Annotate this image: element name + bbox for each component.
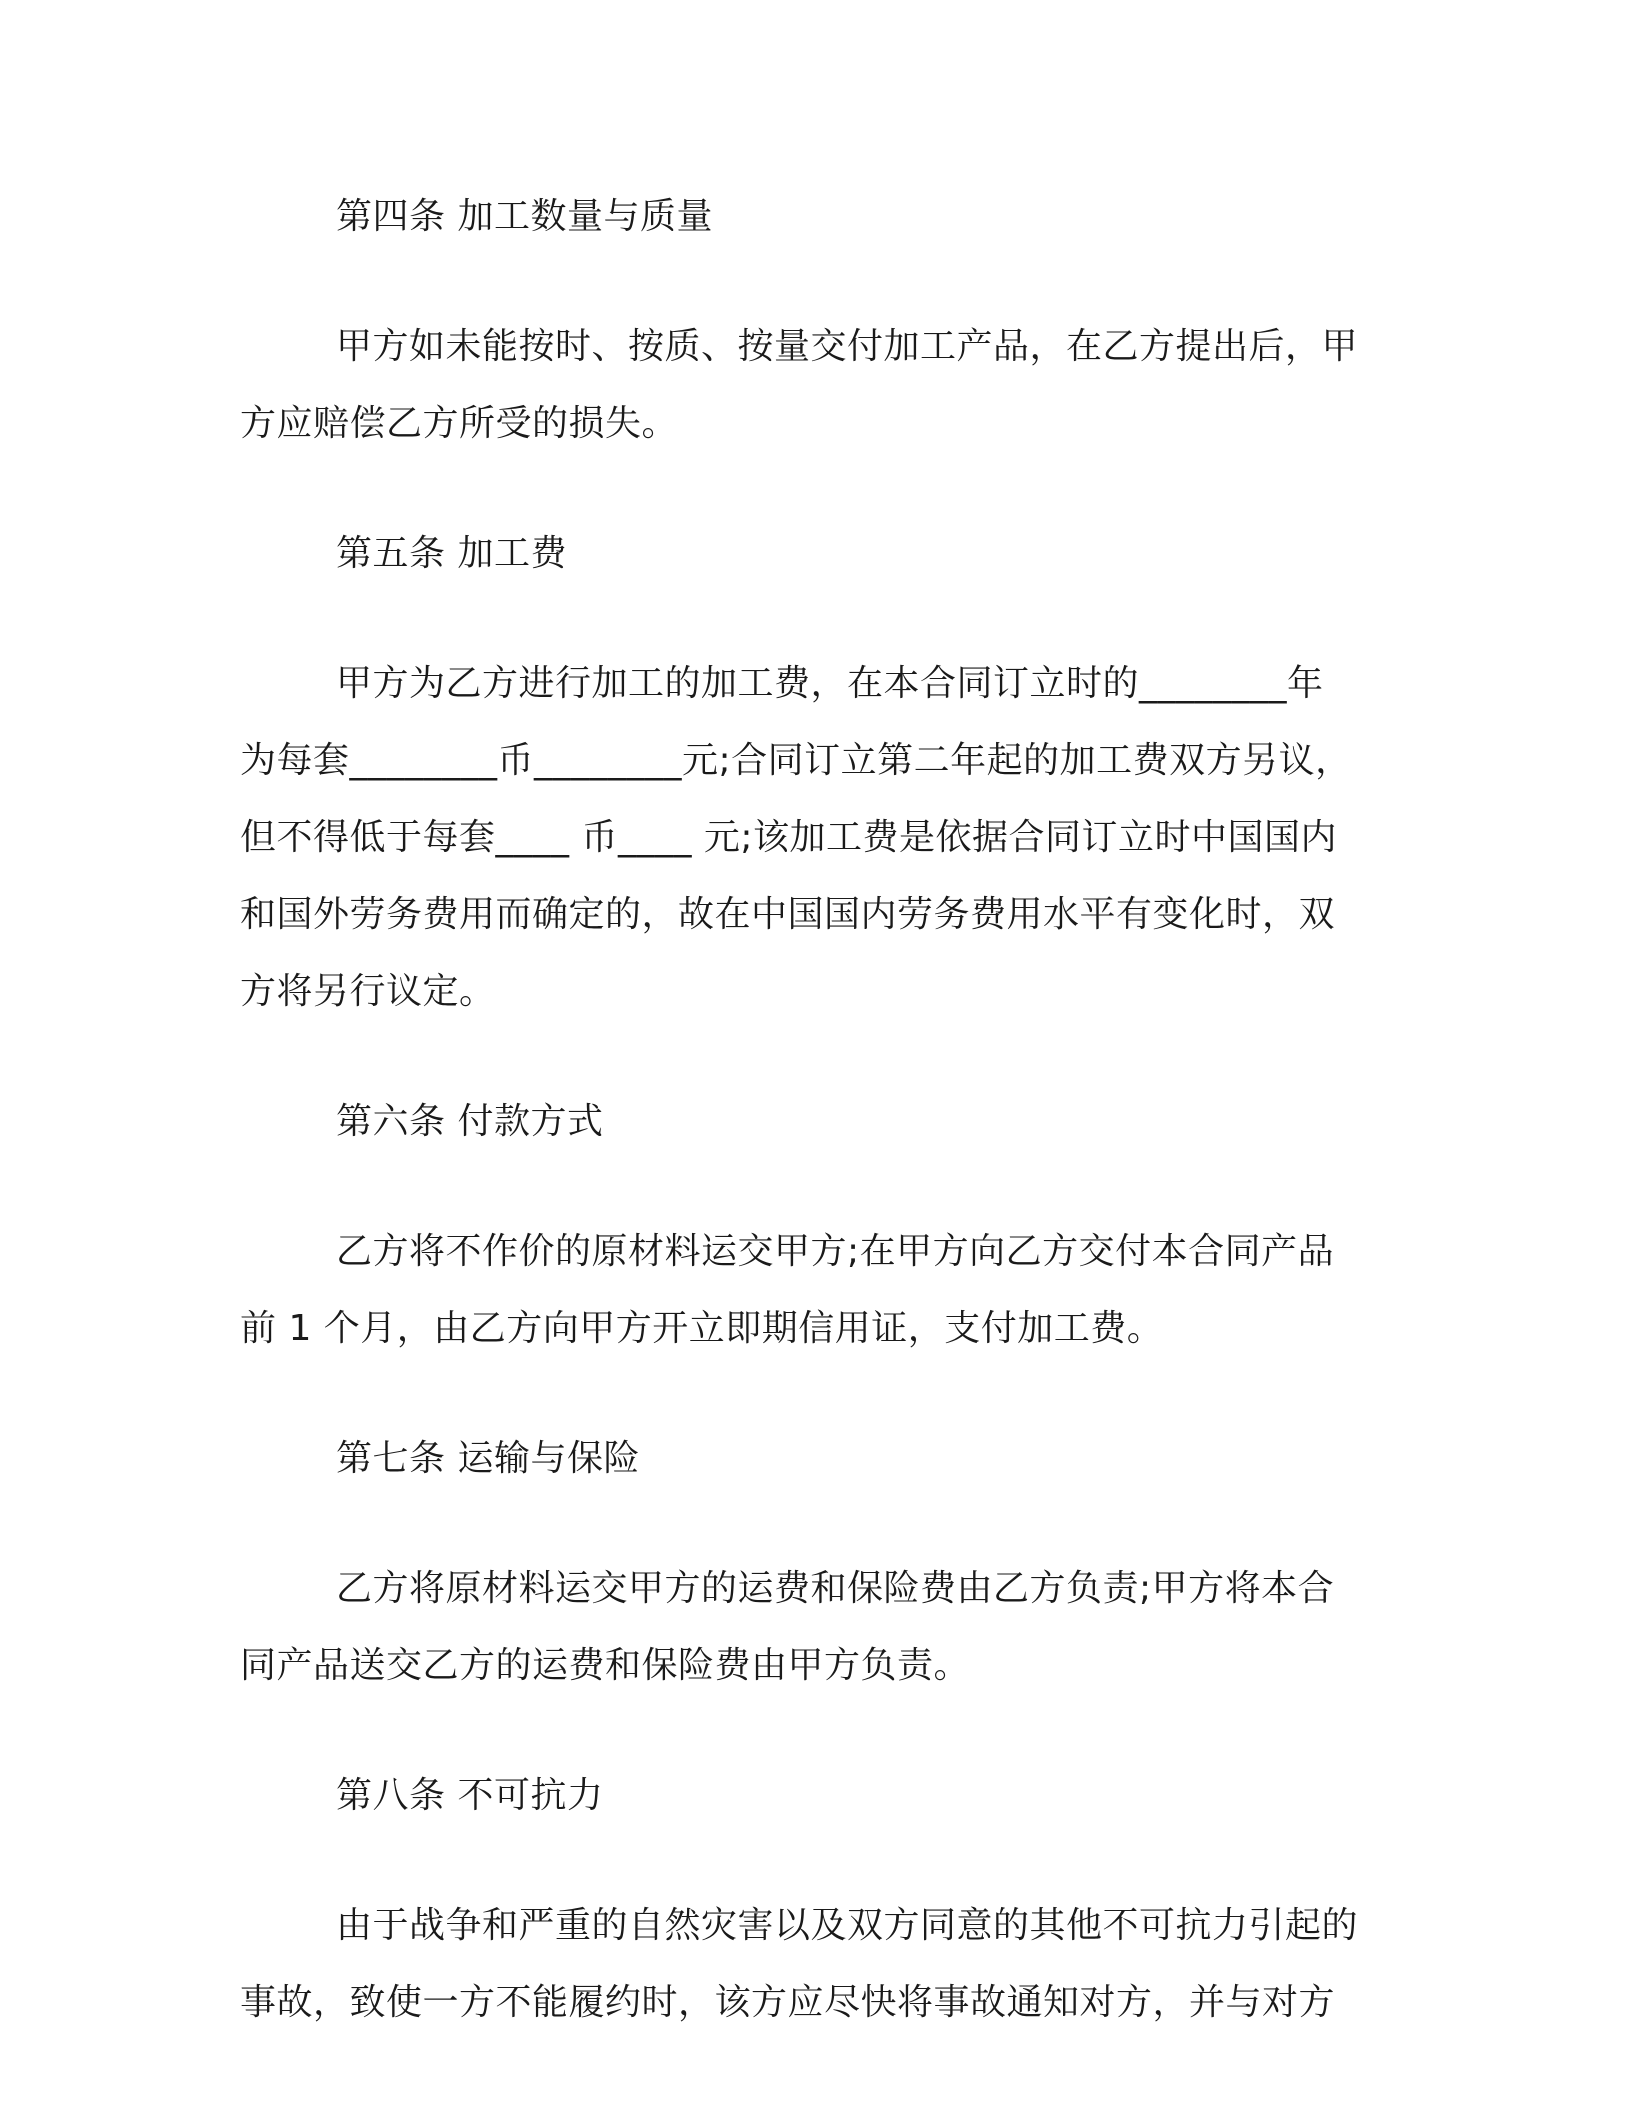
paragraph-line: 甲方为乙方进行加工的加工费，在本合同订立时的________年	[336, 663, 1324, 704]
article-heading-4: 第四条 加工数量与质量	[336, 196, 713, 237]
paragraph-line: 事故，致使一方不能履约时，该方应尽快将事故通知对方，并与对方	[240, 1982, 1336, 2023]
paragraph-line: 方将另行议定。	[240, 971, 496, 1012]
contract-body	[240, 178, 1390, 2041]
paragraph-line: 同产品送交乙方的运费和保险费由甲方负责。	[240, 1645, 971, 1686]
paragraph-line: 甲方如未能按时、按质、按量交付加工产品，在乙方提出后，甲	[336, 326, 1359, 367]
article-heading-8: 第八条 不可抗力	[336, 1775, 604, 1816]
spacer	[240, 592, 1390, 645]
paragraph-line: 乙方将不作价的原材料运交甲方;在甲方向乙方交付本合同产品	[336, 1231, 1335, 1272]
spacer	[240, 1704, 1390, 1757]
article-heading-6: 第六条 付款方式	[336, 1101, 604, 1142]
spacer	[240, 1834, 1390, 1887]
paragraph-line: 和国外劳务费用而确定的，故在中国国内劳务费用水平有变化时，双	[240, 894, 1336, 935]
article-heading-7: 第七条 运输与保险	[336, 1438, 640, 1479]
spacer	[240, 462, 1390, 515]
spacer	[240, 1497, 1390, 1550]
paragraph-line: 方应赔偿乙方所受的损失。	[240, 403, 679, 444]
spacer	[240, 1160, 1390, 1213]
spacer	[240, 255, 1390, 308]
spacer	[240, 1030, 1390, 1083]
paragraph-line: 乙方将原材料运交甲方的运费和保险费由乙方负责;甲方将本合	[336, 1568, 1335, 1609]
paragraph-line: 由于战争和严重的自然灾害以及双方同意的其他不可抗力引起的	[336, 1905, 1359, 1946]
paragraph-line: 前 1 个月，由乙方向甲方开立即期信用证，支付加工费。	[240, 1308, 1164, 1349]
paragraph-line: 但不得低于每套____ 币____ 元;该加工费是依据合同订立时中国国内	[240, 817, 1338, 858]
article-heading-5: 第五条 加工费	[336, 533, 567, 574]
spacer	[240, 1367, 1390, 1420]
paragraph-line: 为每套________币________元;合同订立第二年起的加工费双方另议，	[240, 740, 1352, 781]
